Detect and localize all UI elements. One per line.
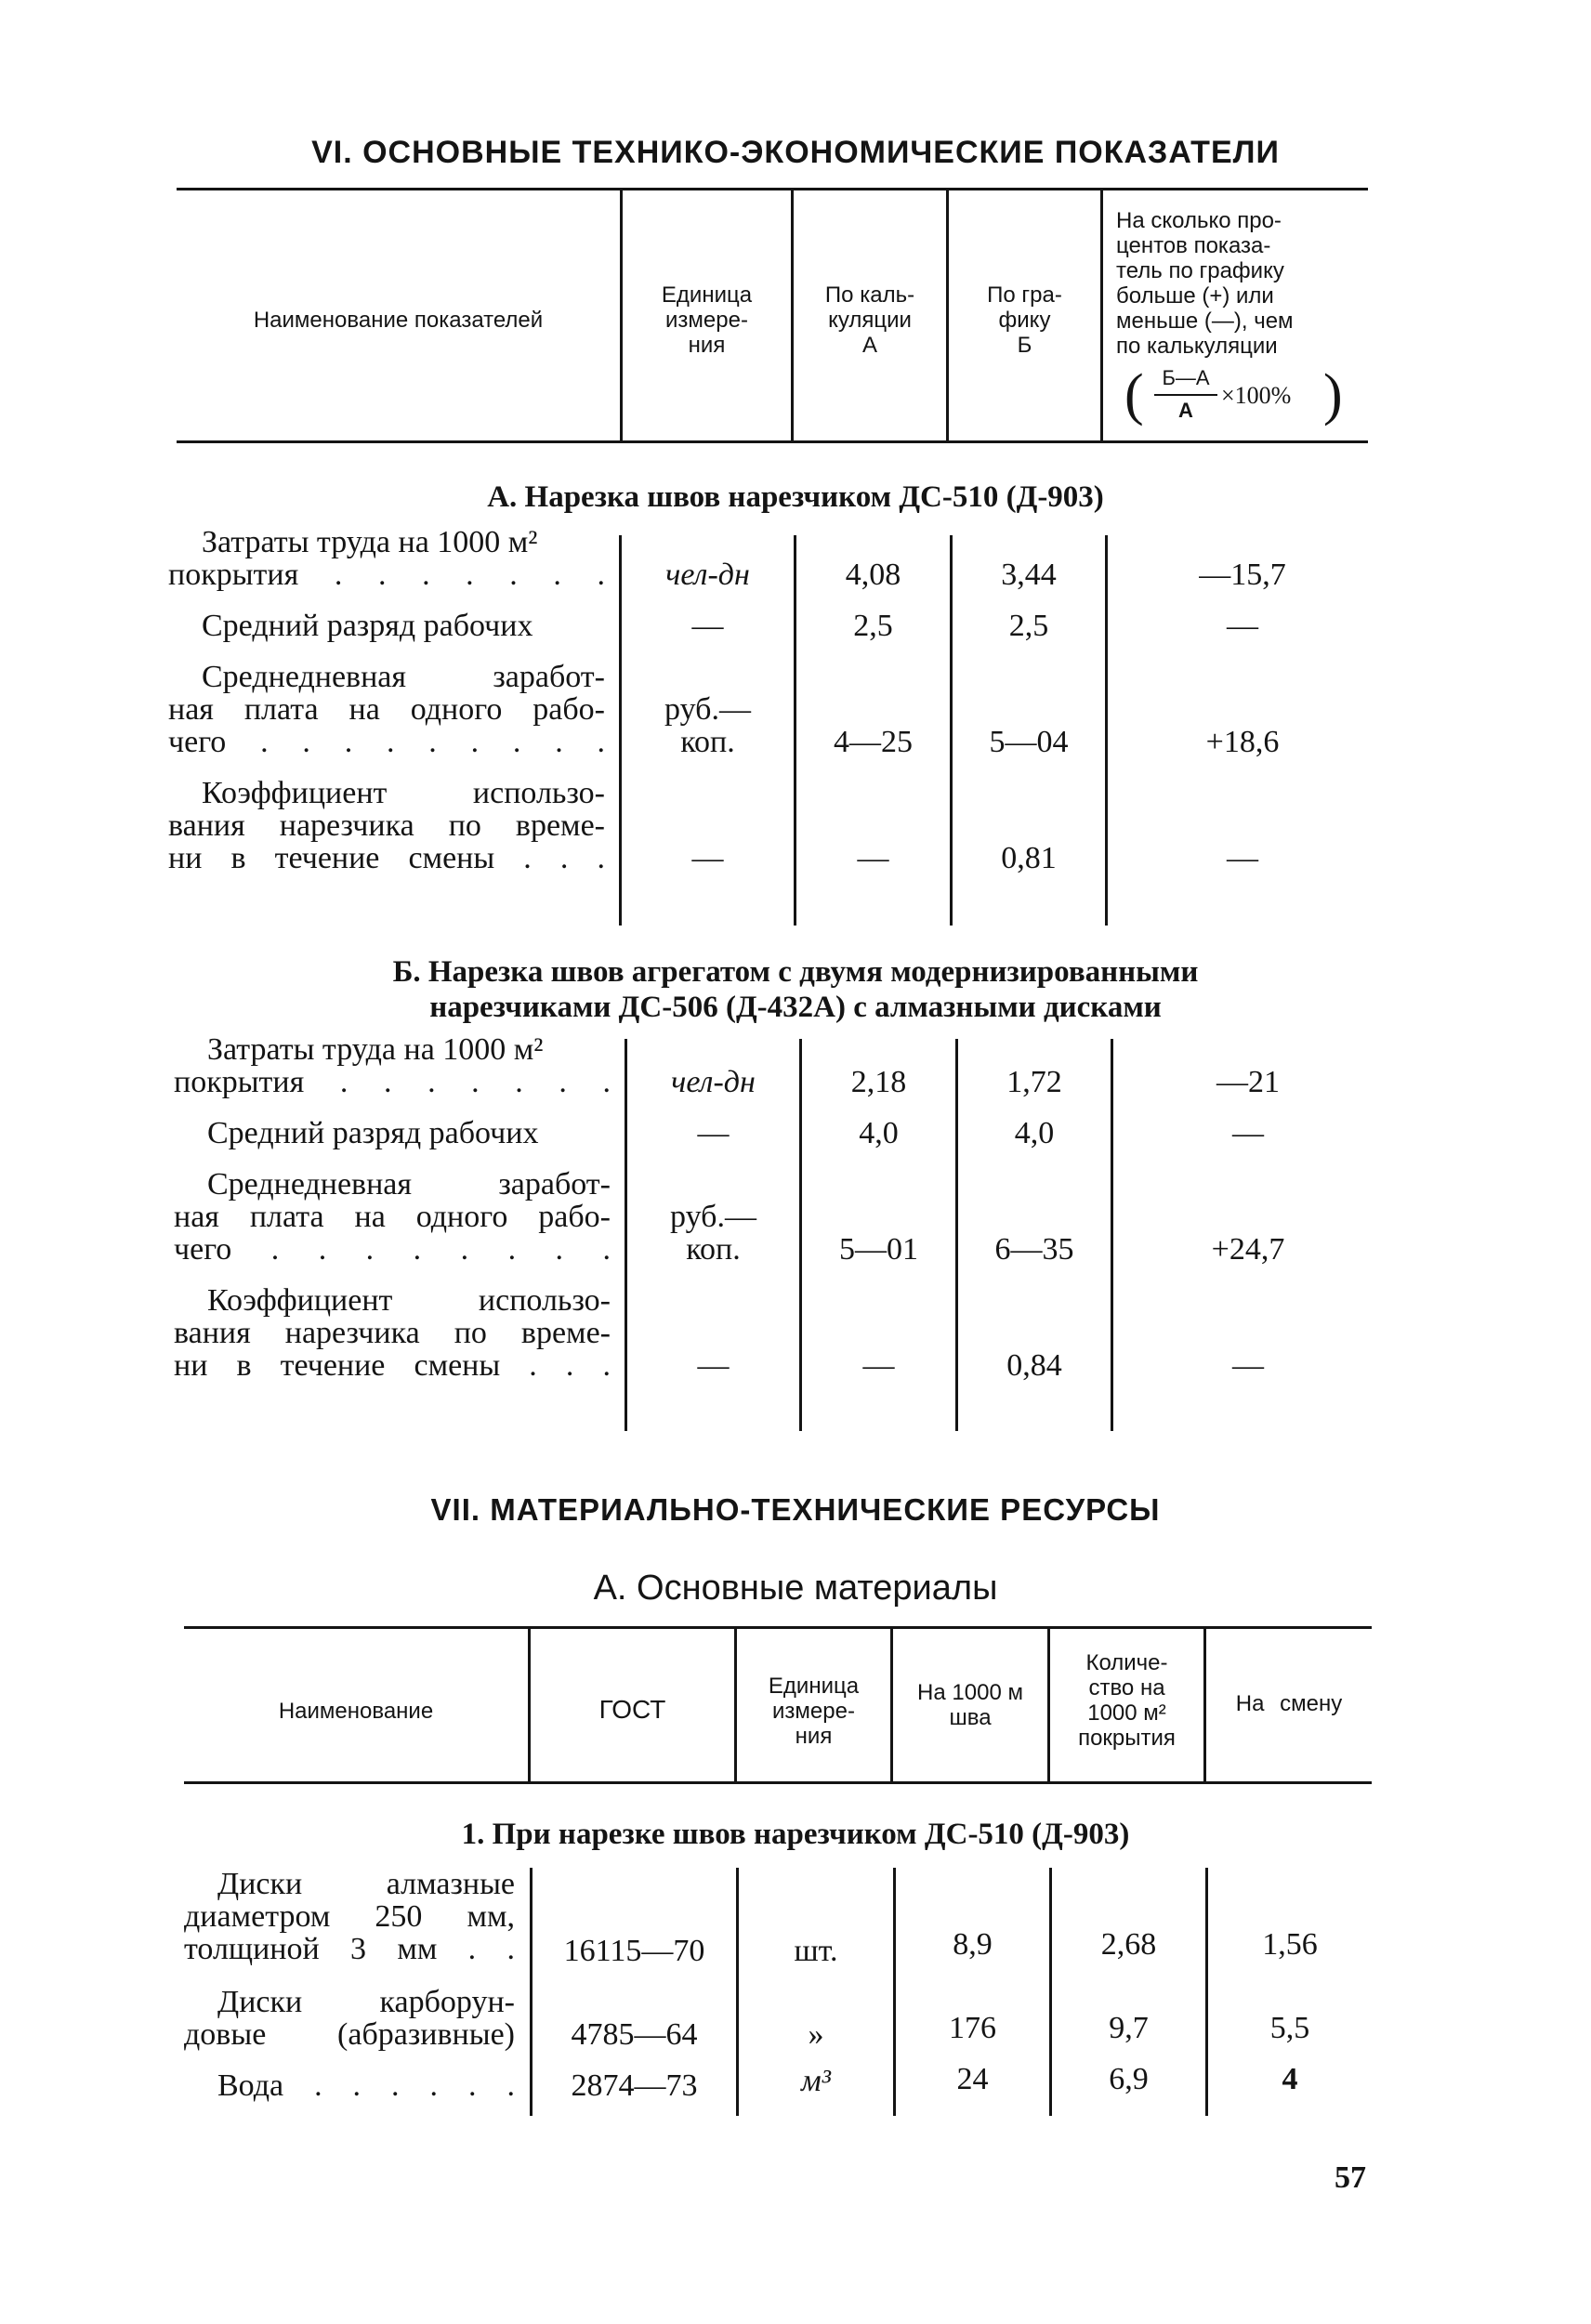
formula-denominator: А <box>1178 399 1193 422</box>
t1b-row3-calc: 5—01 <box>839 1232 918 1267</box>
subsection-1-title: 1. При нарезке швов нарезчиком ДС-510 (Д-903) <box>461 1818 1130 1851</box>
t1a-row3-label <box>168 661 605 758</box>
t1-header-percent-line: центов показа- <box>1116 233 1271 258</box>
t2-header-qty-line: Количе- <box>1085 1650 1168 1675</box>
t1b-row1-percent: —21 <box>1216 1065 1280 1099</box>
t1-header-graph-line: фику <box>998 308 1051 333</box>
section7-subtitle: А. Основные материалы <box>593 1569 998 1608</box>
t2-header-qty <box>1050 1650 1203 1751</box>
t2-row3-gost: 2874—73 <box>571 2068 698 2103</box>
t1a-row1-unit: чел-дн <box>665 558 750 592</box>
formula-numerator: Б—А <box>1162 366 1210 389</box>
formula-paren-right: ) <box>1323 363 1343 427</box>
label-line: вания нарезчика по време- <box>174 1316 611 1350</box>
t1b-row1-calc: 2,18 <box>850 1065 907 1099</box>
label-line: Среднедневная заработ- <box>207 1167 611 1201</box>
t1a-row2-calc: 2,5 <box>853 609 893 643</box>
t1a-row1-graph: 3,44 <box>1001 558 1057 592</box>
t2-header-qty-line: 1000 м² <box>1087 1700 1166 1726</box>
t1b-row2-percent: — <box>1232 1116 1264 1150</box>
t1a-row2-label <box>168 610 605 642</box>
t2-header-shift: На смену <box>1235 1691 1343 1716</box>
t1a-row3-calc: 4—25 <box>834 725 913 759</box>
label-line: чего . . . . . . . . <box>174 1232 611 1267</box>
label-line: Средний разряд рабочих <box>207 1116 539 1150</box>
t2-header-name: Наименование <box>278 1699 434 1724</box>
t1b-row2-unit: — <box>697 1116 730 1150</box>
t1a-row4-percent: — <box>1227 841 1258 875</box>
label-line: Затраты труда на 1000 м² <box>207 1032 544 1067</box>
t1a-row2-unit: — <box>691 609 724 643</box>
t1a-row3-percent: +18,6 <box>1205 725 1280 759</box>
t1-header-percent-line: На сколько про- <box>1116 208 1282 233</box>
t2-row3-unit: м³ <box>801 2064 831 2098</box>
t2-header-unit-line: Единица <box>768 1674 860 1699</box>
t1a-row4-unit: — <box>691 841 724 875</box>
t1b-row1-graph: 1,72 <box>1006 1065 1062 1099</box>
table2-top-rule <box>184 1626 1372 1629</box>
t2-header-per1000-line: На 1000 м <box>917 1680 1023 1705</box>
unit-line: коп. <box>680 725 735 759</box>
t2-header-gost: ГОСТ <box>598 1695 666 1724</box>
t2-row1-label <box>184 1868 515 1965</box>
t2-row2-gost: 4785—64 <box>571 2017 698 2052</box>
t2-header-unit-line: измере- <box>772 1699 855 1724</box>
formula-multiplier: ×100% <box>1221 382 1292 409</box>
t2-header-qty-line: ство на <box>1088 1675 1165 1700</box>
t1-header-calc-line: А <box>861 333 877 358</box>
t2-row1-per1000: 8,9 <box>953 1927 993 1962</box>
formula-paren-left: ( <box>1124 363 1144 427</box>
t1b-row1-unit: чел-дн <box>671 1065 756 1099</box>
t1b-row4-calc: — <box>862 1348 895 1383</box>
t1b-row2-label <box>174 1117 611 1149</box>
label-line: покрытия . . . . . . . <box>174 1065 611 1099</box>
unit-line: руб.— <box>664 692 751 727</box>
table1-header-rule <box>177 440 1368 443</box>
t1b-row4-graph: 0,84 <box>1006 1348 1062 1383</box>
t2-row2-shift: 5,5 <box>1269 2011 1310 2045</box>
label-line: ная плата на одного рабо- <box>168 692 605 727</box>
unit-line: руб.— <box>670 1200 756 1234</box>
t2-row1-shift: 1,56 <box>1262 1927 1318 1962</box>
section6-title: VI. ОСНОВНЫЕ ТЕХНИКО-ЭКОНОМИЧЕСКИЕ ПОКАЗАТЕЛИ <box>311 135 1280 170</box>
t1b-row3-unit <box>627 1201 799 1266</box>
t1a-row4-label <box>168 777 605 874</box>
t1a-row4-calc: — <box>857 841 889 875</box>
t1-header-graph <box>949 282 1100 358</box>
label-line: ни в течение смены . . . <box>174 1348 611 1383</box>
t2-row3-label <box>184 2069 515 2102</box>
t1a-row2-percent: — <box>1227 609 1258 643</box>
t1-header-unit-line: измере- <box>665 308 748 333</box>
t2-row3-per1000: 24 <box>956 2062 989 2096</box>
t1-header-percent-line: по калькуляции <box>1116 334 1278 359</box>
label-line: Затраты труда на 1000 м² <box>202 525 538 559</box>
t2-row1-qty: 2,68 <box>1100 1927 1157 1962</box>
t1-header-calc-line: По каль- <box>824 282 915 308</box>
section7-title: VII. МАТЕРИАЛЬНО-ТЕХНИЧЕСКИЕ РЕСУРСЫ <box>430 1492 1161 1527</box>
t1-header-unit-line: Единица <box>661 282 753 308</box>
t1a-row1-calc: 4,08 <box>845 558 901 592</box>
subsection-a-title: А. Нарезка швов нарезчиком ДС-510 (Д-903) <box>487 480 1104 514</box>
label-line: Средний разряд рабочих <box>202 609 533 643</box>
unit-line: коп. <box>686 1232 741 1267</box>
t2-row3-qty: 6,9 <box>1109 2062 1149 2096</box>
label-line: покрытия . . . . . . . <box>168 558 605 592</box>
t2-row2-per1000: 176 <box>949 2011 996 2045</box>
label-line: Коэффициент использо- <box>202 776 605 810</box>
label-line: диаметром 250 мм, <box>184 1899 515 1934</box>
t1-header-percent <box>1103 208 1368 359</box>
label-line: Коэффициент использо- <box>207 1283 611 1318</box>
t1a-row2-graph: 2,5 <box>1008 609 1049 643</box>
label-line: вания нарезчика по време- <box>168 808 605 843</box>
t2-header-per1000 <box>893 1680 1047 1730</box>
t1-header-calc-line: куляции <box>828 308 912 333</box>
label-line: чего . . . . . . . . . <box>168 725 605 759</box>
t1a-row1-percent: —15,7 <box>1199 558 1286 592</box>
t1b-row4-percent: — <box>1232 1348 1264 1383</box>
label-line: довые (абразивные) <box>184 2017 515 2052</box>
label-line: Диски карборун- <box>217 1985 515 2019</box>
subsection-b-title <box>112 954 1479 1025</box>
page-number: 57 <box>1335 2160 1366 2195</box>
t1-header-unit-line: ния <box>688 333 726 358</box>
formula-bar <box>1154 394 1217 396</box>
t1-header-graph-line: По гра- <box>987 282 1062 308</box>
t1-header-percent-line: больше (+) или <box>1116 283 1274 309</box>
t1-header-percent-line: меньше (—), чем <box>1116 309 1294 334</box>
t2-row2-qty: 9,7 <box>1109 2011 1149 2045</box>
t1b-row3-percent: +24,7 <box>1211 1232 1285 1267</box>
label-line: ная плата на одного рабо- <box>174 1200 611 1234</box>
t1b-row4-label <box>174 1284 611 1382</box>
table1-top-rule <box>177 188 1368 190</box>
t1-header-name: Наименование показателей <box>253 308 544 333</box>
t1-header-graph-line: Б <box>1017 333 1032 358</box>
t1-header-unit <box>623 282 791 358</box>
label-line: Вода . . . . . . <box>217 2068 515 2103</box>
t1a-row1-label <box>168 526 605 591</box>
t2-header-unit <box>737 1674 890 1749</box>
label-line: Среднедневная заработ- <box>202 660 605 694</box>
t2-row1-unit: шт. <box>794 1934 838 1968</box>
t2-row2-unit: » <box>808 2017 824 2052</box>
t1b-row2-calc: 4,0 <box>859 1116 899 1150</box>
t2-row1-gost: 16115—70 <box>563 1934 705 1968</box>
table2-header-rule <box>184 1781 1372 1784</box>
t1-header-calc <box>794 282 946 358</box>
t2-header-qty-line: покрытия <box>1078 1726 1176 1751</box>
subsection-b-title-line: Б. Нарезка швов агрегатом с двумя модернизированными <box>392 955 1199 989</box>
t1a-row4-graph: 0,81 <box>1001 841 1057 875</box>
t1-header-percent-line: тель по графику <box>1116 258 1284 283</box>
t1b-row2-graph: 4,0 <box>1014 1116 1055 1150</box>
t1b-row3-graph: 6—35 <box>994 1232 1074 1267</box>
t2-row2-label <box>184 1986 515 2051</box>
t2-row3-shift: 4 <box>1282 2062 1298 2096</box>
t1b-row4-unit: — <box>697 1348 730 1383</box>
t1a-row3-unit <box>622 693 794 758</box>
t1a-row3-graph: 5—04 <box>989 725 1069 759</box>
t2-header-per1000-line: шва <box>949 1705 992 1730</box>
t1b-row1-label <box>174 1033 611 1098</box>
label-line: ни в течение смены . . . <box>168 841 605 875</box>
label-line: толщиной 3 мм . . <box>184 1932 515 1966</box>
subsection-b-title-line: нарезчиками ДС-506 (Д-432А) с алмазными дисками <box>429 991 1162 1024</box>
label-line: Диски алмазные <box>217 1867 515 1901</box>
t1b-row3-label <box>174 1168 611 1266</box>
t1-header-formula <box>1124 364 1357 431</box>
t2-header-unit-line: ния <box>795 1724 833 1749</box>
